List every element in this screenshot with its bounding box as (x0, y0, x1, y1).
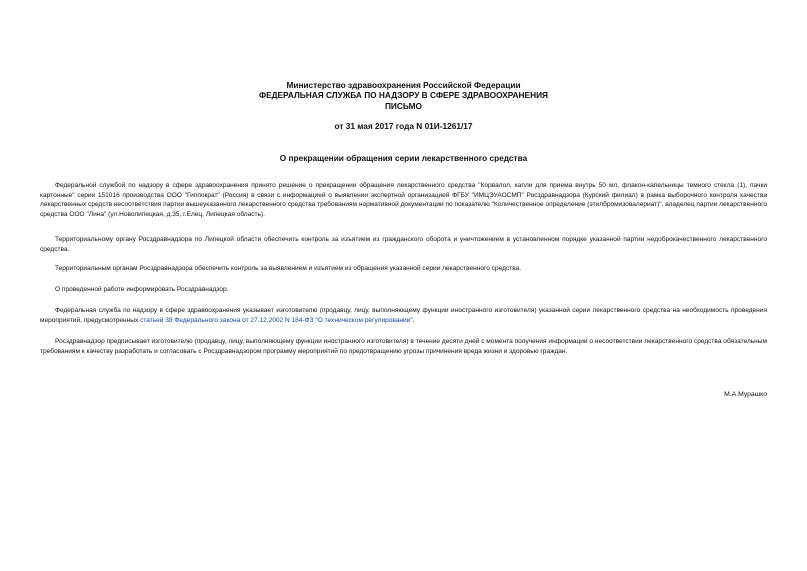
paragraph-territorial-control: Территориальным органам Росздравнадзора обеспечить контроль за выявлением и изъятием из обращения указанной серии лекарственного средства. (55, 265, 522, 272)
service-name: ФЕДЕРАЛЬНАЯ СЛУЖБА ПО НАДЗОРУ В СФЕРЕ ЗДРАВООХРАНЕНИЯ (259, 90, 548, 100)
signature: М.А.Мурашко (724, 391, 767, 398)
paragraph-inform: О проведенной работе информировать Росздравнадзор. (55, 286, 229, 293)
ministry-name: Министерство здравоохранения Российской Федерации (286, 80, 521, 90)
paragraph-program-requirement: Росздравнадзор предписывает изготовителю (продавцу, лицу, выполняющему функции иностранного изготовителя) в течение десяти дней с момента получения информации о несоответствии лекарственного средства обязательным требованиям к качеству разработать и согласовать с Росздравнадзором программу мероприятий по предотвращению угрозы причинения вреда жизни и здоровью граждан. (40, 338, 767, 355)
paragraph-text-end: . (412, 316, 415, 324)
paragraph-decision: Федеральной службой по надзору в сфере здравоохранения принято решение о прекращении обращения лекарственного средства "Корвалол, капли для приема внутрь 50 мл, флакон-капельницы темного стекла (1), пачки картонные" серии 151016 производства ООО "Гиппократ" (Россия) в связи с информацией о выявлении экспертной организацией ФГБУ "ИМЦЭУАОСМП" Росздравнадзора (Курский филиал) в рамка выборочного контроля качества лекарственных средств несоответствия партии вышеуказанного лекарственного средства требованиям нормативной документации по показателю "Количественное определение (этилбромизовалериат)", владелец партии лекарственного средства ООО "Лина" (ул.Новолипецкая, д.35, г.Елец, Липецкая область). (40, 182, 767, 218)
paragraph-text: Федеральная служба по надзору в сфере здравоохранения указывает изготовителю (продавцу, лицу, выполняющему функции иностранного изготовителя) указанной серии лекарственного средства на необходимость проведения мероприятий, предусмотренных (40, 307, 767, 324)
paragraph-manufacturer-measures (40, 306, 767, 325)
document-subject: О прекращении обращения серии лекарственного средства (279, 153, 528, 163)
paragraph-lipetsk-control: Территориальному органу Росздравнадзора по Липецкой области обеспечить контроль за изъятием из гражданского оборота и уничтожением в установленном порядке указанной партии недоброкачественного лекарственного средства. (40, 236, 767, 253)
document-type: ПИСЬМО (384, 101, 423, 111)
law-article-link[interactable]: статьей 38 Федерального закона от 27.12.2002 N 184-ФЗ "О техническом регулировании" (140, 316, 413, 324)
document-date-number: от 31 мая 2017 года N 01И-1261/17 (334, 121, 473, 131)
